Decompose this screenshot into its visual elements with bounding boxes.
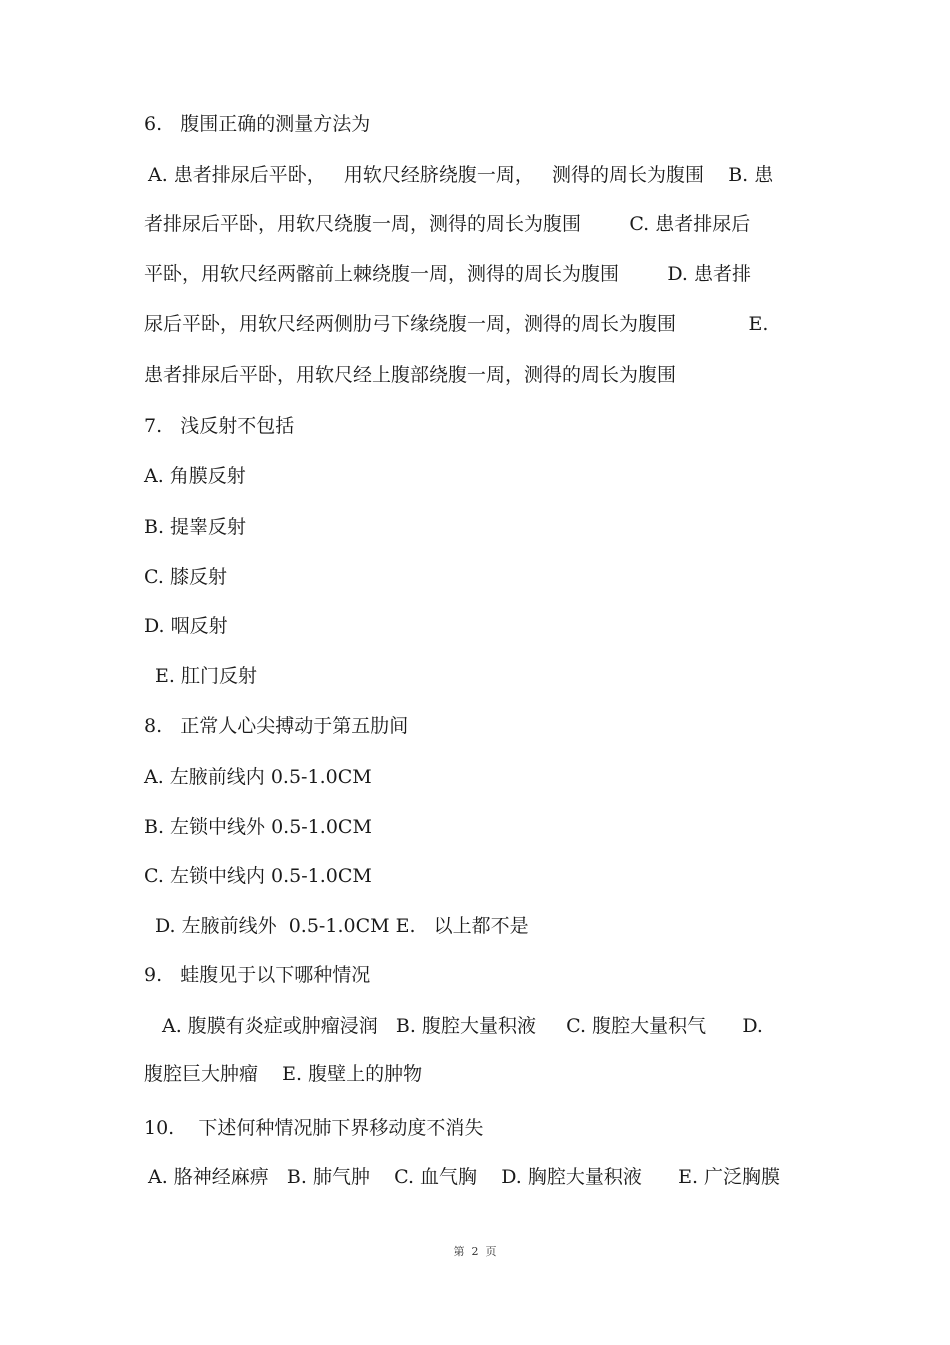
question-6-text-line-5: 患者排尿后平卧，用软尺经上腹部绕腹一周，测得的周长为腹围 [144, 364, 677, 386]
question-10-text-line-1: A. 胳神经麻痹 B. 肺气肿 C. 血气胸 D. 胸腔大量积液 E. 广泛胸膜 [148, 1166, 781, 1188]
question-7-option-e: E. 肛门反射 [155, 665, 257, 687]
question-7-option-b: B. 提睾反射 [144, 516, 247, 538]
question-6-text-line-3: 平卧，用软尺经两髂前上棘绕腹一周，测得的周长为腹围 D. 患者排 [144, 263, 751, 285]
question-6-text-line-1: A. 患者排尿后平卧， 用软尺经脐绕腹一周， 测得的周长为腹围 B. 患 [148, 164, 774, 186]
question-7-stem: 7. 浅反射不包括 [144, 415, 295, 437]
question-7-option-d: D. 咽反射 [144, 615, 228, 637]
question-7-option-a: A. 角膜反射 [144, 465, 246, 487]
question-8-option-c: C. 左锁中线内 0.5-1.0CM [144, 865, 372, 887]
question-8-option-a: A. 左腋前线内 0.5-1.0CM [144, 766, 372, 788]
question-6-text-line-4: 尿后平卧，用软尺经两侧肋弓下缘绕腹一周，测得的周长为腹围 E. [144, 313, 769, 335]
page-number: 第 2 页 [453, 1245, 497, 1258]
question-9-text-line-2: 腹腔巨大肿瘤 E. 腹壁上的肿物 [144, 1063, 423, 1085]
question-6-text-line-2: 者排尿后平卧，用软尺绕腹一周，测得的周长为腹围 C. 患者排尿后 [144, 213, 751, 235]
question-9-text-line-1: A. 腹膜有炎症或肿瘤浸润 B. 腹腔大量积液 C. 腹腔大量积气 D. [162, 1015, 763, 1037]
question-10-stem: 10. 下述何种情况肺下界移动度不消失 [144, 1117, 484, 1139]
question-8-stem: 8. 正常人心尖搏动于第五肋间 [144, 715, 409, 737]
question-7-option-c: C. 膝反射 [144, 566, 227, 588]
question-6-stem: 6. 腹围正确的测量方法为 [144, 113, 371, 135]
question-9-stem: 9. 蛙腹见于以下哪种情况 [144, 964, 371, 986]
question-8-option-b: B. 左锁中线外 0.5-1.0CM [144, 816, 372, 838]
question-8-option-d-e: D. 左腋前线外 0.5-1.0CM E. 以上都不是 [155, 915, 529, 937]
